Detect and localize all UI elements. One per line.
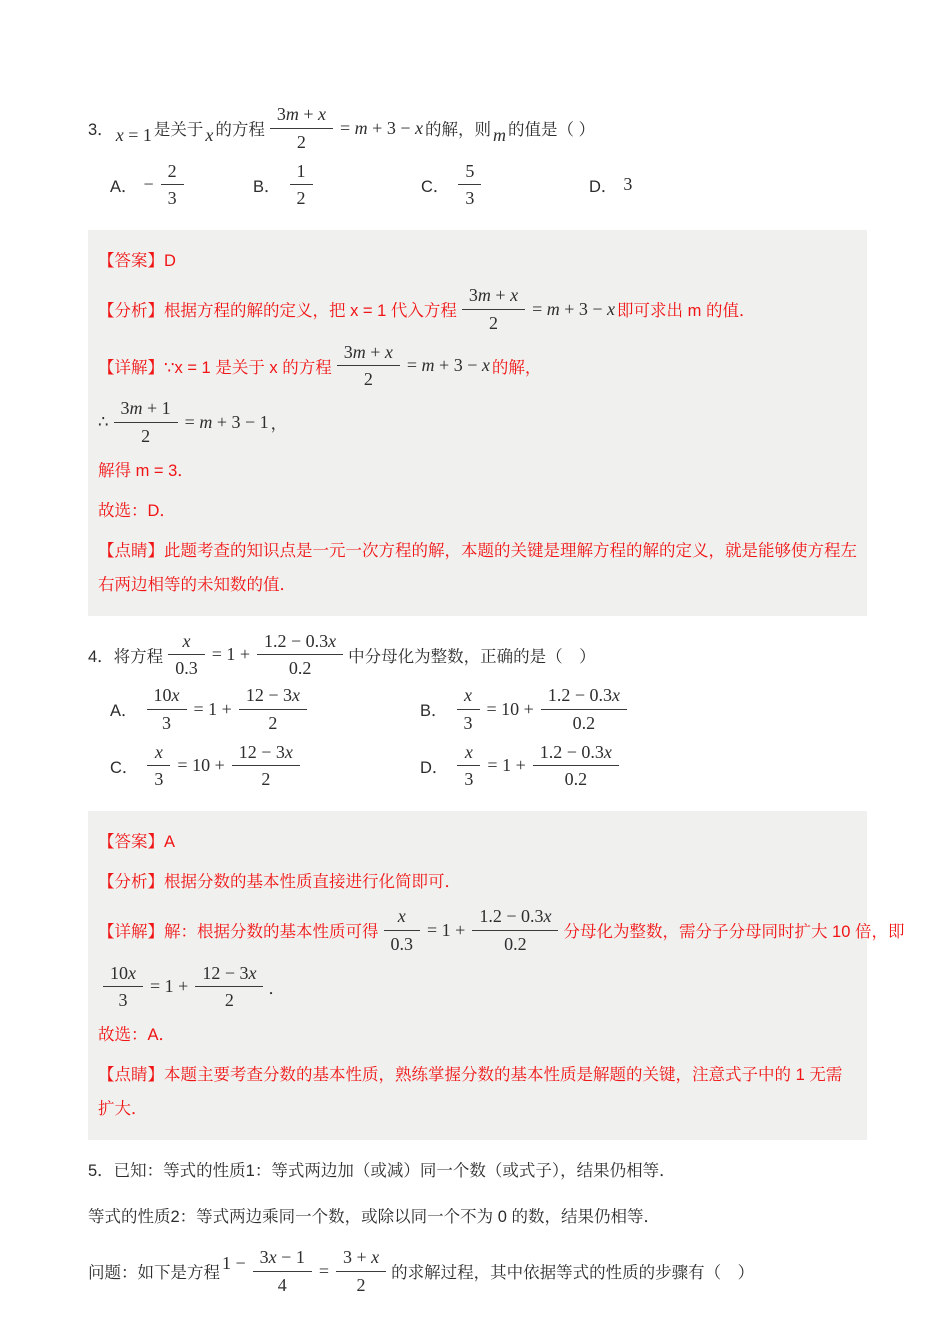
text-run: 中分母化为整数，正确的是（ ） <box>348 647 596 666</box>
math-fraction <box>457 684 480 735</box>
math-inline: 5 <box>465 160 475 181</box>
math-inline: 3 <box>463 712 473 733</box>
math-inline: 1.2 − 0.3x <box>264 630 337 651</box>
math-inline: m <box>492 124 506 145</box>
option-label: D． <box>420 758 449 777</box>
text-run: 问题：如下是方程 <box>88 1264 220 1283</box>
answer-block-question-4 <box>88 811 905 1140</box>
text-run: 是关于 <box>153 121 204 140</box>
math-inline: x <box>397 906 406 926</box>
question-4-options <box>110 684 866 791</box>
text-run: 即可求出 m 的值． <box>617 302 756 321</box>
text-run: 的值是（ ） <box>507 121 596 140</box>
question-4-option-a <box>110 684 420 735</box>
question-4 <box>88 630 866 792</box>
math-inline: 2 <box>356 1274 366 1295</box>
math-fraction <box>232 741 300 792</box>
text-run: 【详解】解：根据分数的基本性质可得 <box>98 923 379 942</box>
math-inline: = 1 + <box>211 644 250 665</box>
text-run: 等式的性质2：等式两边乘同一个数，或除以同一个不为 0 的数，结果仍相等． <box>88 1208 661 1226</box>
math-inline: 2 <box>224 990 234 1011</box>
math-inline: x <box>464 741 473 762</box>
math-fraction <box>457 741 480 792</box>
option-label: C． <box>110 758 139 777</box>
math-inline: 0.3 <box>175 658 198 679</box>
math-inline: 3 <box>623 174 633 195</box>
math-fraction <box>290 160 313 211</box>
math-inline: 0.2 <box>564 769 588 790</box>
question-3-stem <box>88 103 866 154</box>
question-3-options <box>110 160 866 211</box>
math-inline: 2 <box>363 369 373 390</box>
math-inline: 3 <box>167 188 177 209</box>
text-run: 【点睛】本题主要考查分数的基本性质，熟练掌握分数的基本性质是解题的关键，注意式子中的 1 无需扩大． <box>98 1066 843 1118</box>
math-inline: 10x <box>110 962 136 983</box>
text-line <box>98 825 857 859</box>
math-inline: 1.2 − 0.3x <box>479 906 552 926</box>
math-inline: 2 <box>488 312 498 333</box>
math-inline: 2 <box>296 131 306 152</box>
text-line <box>98 397 857 448</box>
math-fraction <box>114 397 178 448</box>
text-line <box>98 962 857 1013</box>
text-run: 【分析】根据分数的基本性质直接进行化简即可． <box>98 873 461 891</box>
question-3-option-d <box>589 160 634 210</box>
question-3-option-c <box>421 160 589 211</box>
text-run: 的方程 <box>215 121 265 140</box>
math-inline: 0.2 <box>504 933 527 954</box>
math-inline: = 10 + <box>486 698 534 719</box>
math-inline: x <box>205 124 214 145</box>
math-inline: = m + 3 − x <box>532 298 616 319</box>
math-fraction <box>103 962 143 1013</box>
math-inline: = 1 + <box>427 919 466 940</box>
option-label: B． <box>253 177 281 196</box>
math-inline: = m + 3 − 1 <box>184 411 269 432</box>
text-line <box>88 1154 866 1188</box>
text-line <box>98 1018 857 1052</box>
text-line <box>98 284 857 335</box>
math-inline: 12 − 3x <box>245 685 300 705</box>
math-fraction <box>239 684 307 735</box>
math-inline: − <box>143 174 154 195</box>
math-inline: = 1 + <box>487 755 526 776</box>
option-label: D． <box>589 177 618 196</box>
text-run: 的解，则 <box>424 121 491 140</box>
math-inline: 3 <box>464 769 474 790</box>
text-line <box>98 905 905 956</box>
math-fraction <box>384 905 421 956</box>
math-inline: x = 1 <box>115 124 152 145</box>
math-inline: = 10 + <box>177 755 225 776</box>
math-inline: 3m + x <box>276 104 326 124</box>
option-label: A． <box>110 177 138 196</box>
text-line <box>98 534 857 602</box>
math-fraction <box>147 741 170 792</box>
question-3-option-b <box>253 160 421 211</box>
math-fraction <box>168 630 205 681</box>
math-inline: 3 <box>162 712 172 733</box>
math-inline: 2 <box>268 712 278 733</box>
text-line <box>98 1058 857 1126</box>
math-inline: 1.2 − 0.3x <box>539 741 612 762</box>
math-inline: = 1 + <box>150 976 189 997</box>
text-run: 故选：D． <box>98 501 176 520</box>
text-run: 4．将方程 <box>88 647 164 666</box>
math-fraction <box>270 103 333 154</box>
text-run: ， <box>270 415 288 434</box>
text-run: 的解， <box>491 358 542 377</box>
math-inline: 10x <box>153 685 180 705</box>
math-inline: 2 <box>141 425 151 446</box>
text-line <box>98 494 857 528</box>
math-inline: = m + 3 − x <box>406 355 490 376</box>
math-inline: x <box>182 630 191 651</box>
math-inline: 3m + 1 <box>120 398 171 418</box>
text-line <box>98 454 857 488</box>
question-4-option-b <box>420 684 866 735</box>
math-inline: 2 <box>261 769 271 790</box>
option-label: B． <box>420 702 448 721</box>
text-run: 分母化为整数，需分子分母同时扩大 10 倍，即 <box>563 923 905 942</box>
text-run: 的求解过程，其中依据等式的性质的步骤有（ ） <box>391 1264 755 1283</box>
math-fraction <box>253 1246 312 1297</box>
text-run: 故选：A． <box>98 1026 176 1044</box>
math-inline: 12 − 3x <box>202 962 257 983</box>
text-run: ． <box>268 979 285 998</box>
math-fraction <box>147 684 187 735</box>
math-inline: 3m + x <box>468 285 519 305</box>
text-run: 【分析】根据方程的解的定义，把 x = 1 代入方程 <box>98 302 457 321</box>
text-run: 【答案】A <box>98 833 176 851</box>
question-5 <box>88 1154 866 1297</box>
math-inline: 0.2 <box>572 712 596 733</box>
math-fraction <box>541 684 627 735</box>
math-inline: 3m + x <box>343 341 393 362</box>
math-inline: 2 <box>296 188 306 209</box>
math-inline: 3 + x <box>342 1247 380 1267</box>
math-fraction <box>533 741 619 792</box>
text-line <box>98 341 857 392</box>
math-inline: 4 <box>277 1274 287 1295</box>
text-run: 【详解】∵x = 1 是关于 x 的方程 <box>98 358 332 377</box>
math-fraction <box>462 284 525 335</box>
math-inline: = 1 + <box>193 698 232 719</box>
option-label: A． <box>110 702 138 721</box>
math-fraction <box>257 630 343 681</box>
question-4-option-c <box>110 741 420 792</box>
math-fraction <box>458 160 481 211</box>
text-run: 3． <box>88 121 114 140</box>
text-line <box>88 1200 866 1234</box>
question-4-option-d <box>420 741 866 792</box>
math-inline: 1 <box>296 160 306 181</box>
text-run: 5．已知：等式的性质1：等式两边加（或减）同一个数（或式子），结果仍相等． <box>88 1162 676 1180</box>
text-line <box>98 244 857 278</box>
math-inline: = m + 3 − x <box>340 117 423 138</box>
question-3-option-a <box>110 160 253 211</box>
math-inline: x <box>154 741 163 762</box>
math-inline: 0.2 <box>288 658 312 679</box>
text-line <box>98 865 857 899</box>
answer-block-question-3 <box>88 230 867 616</box>
math-inline: 3x − 1 <box>259 1247 305 1267</box>
text-run: 解得 m = 3． <box>98 461 194 480</box>
question-3 <box>88 103 866 210</box>
option-label: C． <box>421 177 450 196</box>
math-fraction <box>336 1246 386 1297</box>
math-inline: 3 <box>154 769 164 790</box>
math-fraction <box>161 160 184 211</box>
math-inline: 1.2 − 0.3x <box>547 685 620 705</box>
math-inline: x <box>464 685 473 705</box>
math-inline: 1 − <box>222 1252 246 1273</box>
text-run: ∴ <box>98 413 109 432</box>
math-fraction <box>472 905 558 956</box>
question-4-stem <box>88 630 866 681</box>
math-inline: 3 <box>465 188 475 209</box>
math-inline: = <box>318 1260 329 1281</box>
math-fraction <box>337 341 400 392</box>
text-line <box>88 1246 866 1297</box>
math-inline: 2 <box>167 160 177 181</box>
math-fraction <box>195 962 263 1013</box>
text-run: 【点睛】此题考查的知识点是一元一次方程的解，本题的关键是理解方程的解的定义，就是能够使方程左右两边相等的未知数的值． <box>98 541 857 594</box>
text-run: 【答案】D <box>98 252 176 270</box>
math-inline: 12 − 3x <box>238 741 293 762</box>
math-inline: 0.3 <box>390 933 413 954</box>
math-inline: 3 <box>118 990 128 1011</box>
